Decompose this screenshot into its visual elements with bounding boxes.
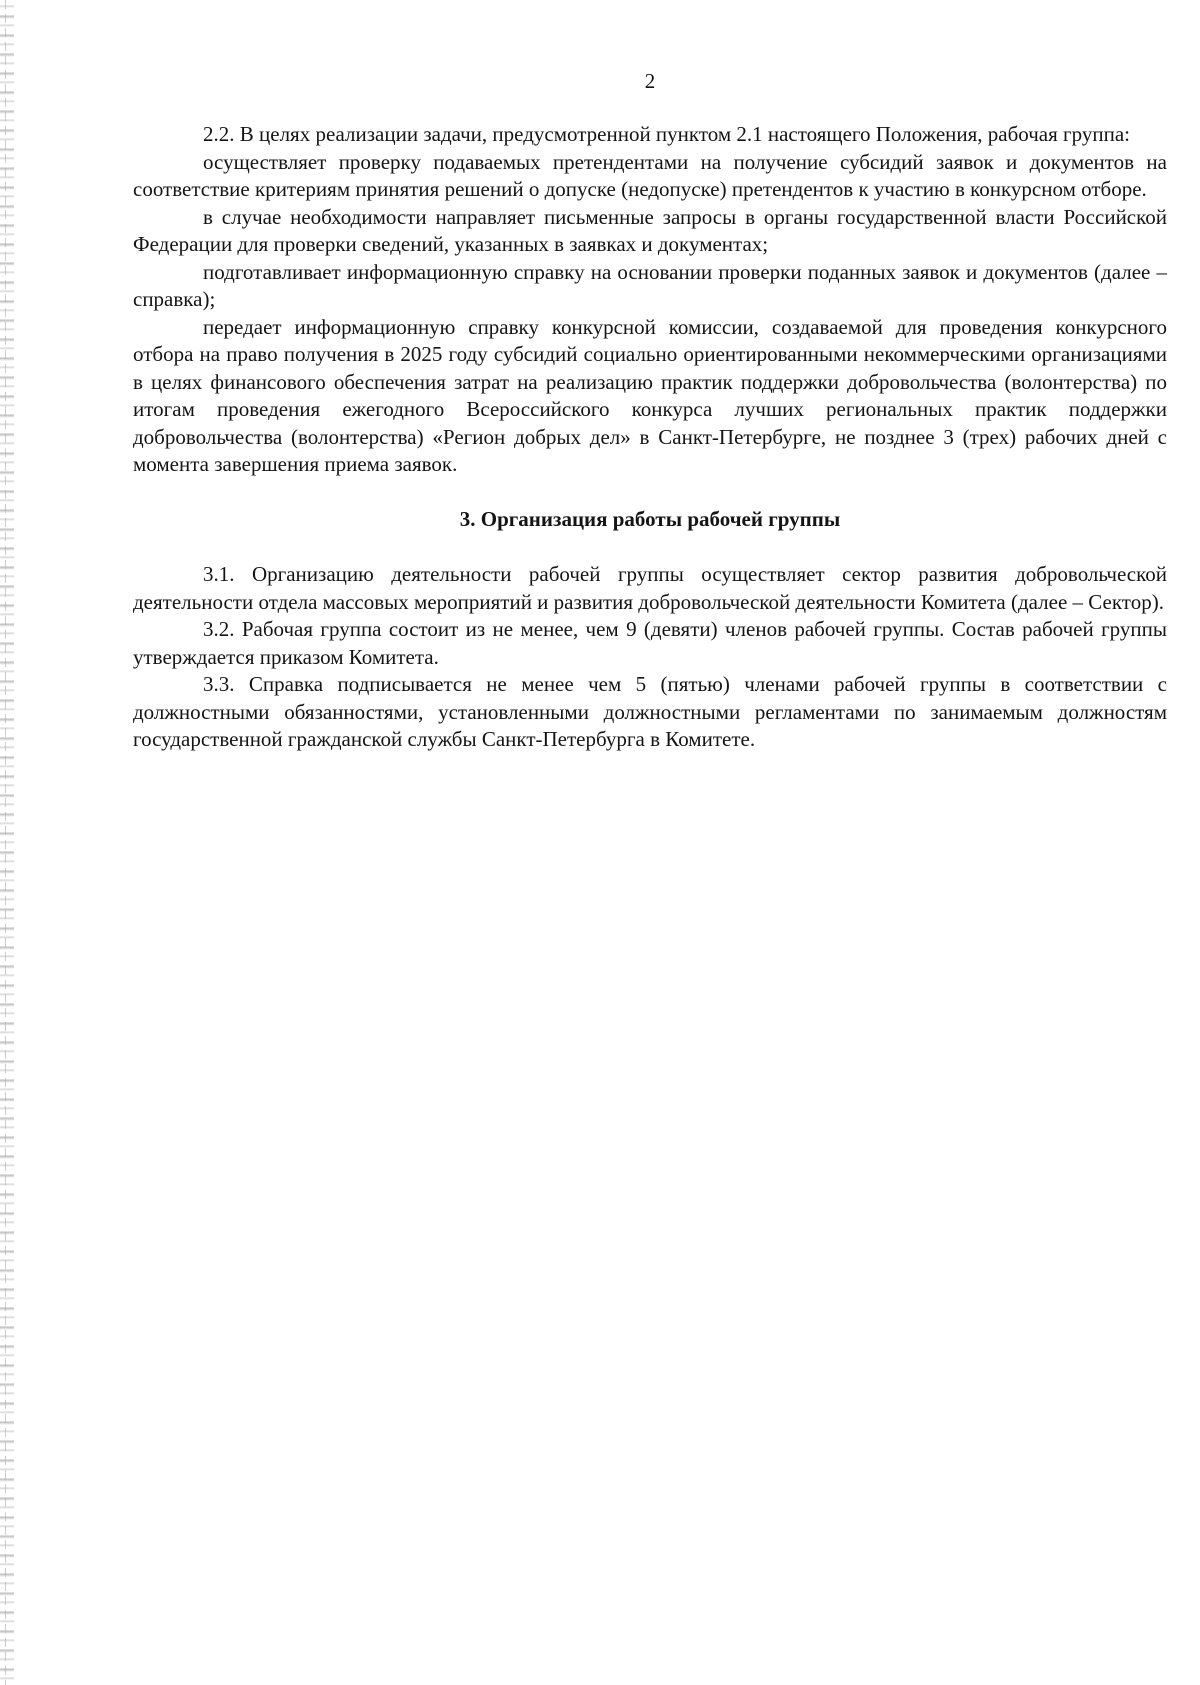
paragraph-3-3: 3.3. Справка подписывается не менее чем 5 (пятью) членами рабочей группы в соответствии с должностными обязанностями, установленными должностными регламентами по занимаемым должностям государственной гражданской службы Санкт-Петербурга в Комитете. <box>133 672 1167 751</box>
paragraph-3-1: 3.1. Организацию деятельности рабочей группы осуществляет сектор развития добровольческой деятельности отдела массовых мероприятий и развития добровольческой деятельности Комитета (далее – Сектор). <box>133 562 1167 614</box>
paragraph-3-2: 3.2. Рабочая группа состоит из не менее, чем 9 (девяти) членов рабочей группы. Состав рабочей группы утверждается приказом Комитета. <box>133 617 1167 669</box>
scan-edge-artifact <box>0 0 14 1685</box>
page-number: 2 <box>644 69 656 93</box>
paragraph-2-2-item-4: передает информационную справку конкурсной комиссии, создаваемой для проведения конкурсного отбора на право получения в 2025 году субсидий социально ориентированными некоммерческими организациями в целях финансового обеспечения затрат на реализацию практик поддержки добровольчества (волонтерства) по итогам проведения ежегодного Всероссийского конкурса лучших региональных практик поддержки добровольчества (волонтерства) «Регион добрых дел» в Санкт-Петербурге, не позднее 3 (трех) рабочих дней с момента завершения приема заявок. <box>133 314 1167 476</box>
document-body <box>133 121 1167 754</box>
scan-edge-line <box>5 0 6 1685</box>
section-3-heading: 3. Организация работы рабочей группы <box>459 506 841 531</box>
paragraph-2-2-item-3: подготавливает информационную справку на основании проверки поданных заявок и документов (далее – справка); <box>133 259 1167 311</box>
paragraph-2-2-item-2: в случае необходимости направляет письменные запросы в органы государственной власти Российской Федерации для проверки сведений, указанных в заявках и документах; <box>133 204 1167 256</box>
paragraph-2-2: 2.2. В целях реализации задачи, предусмотренной пунктом 2.1 настоящего Положения, рабочая группа: <box>203 122 1131 146</box>
paragraph-2-2-item-1: осуществляет проверку подаваемых претендентами на получение субсидий заявок и документов на соответствие критериям принятия решений о допуске (недопуске) претендентов к участию в конкурсном отборе. <box>133 149 1167 201</box>
